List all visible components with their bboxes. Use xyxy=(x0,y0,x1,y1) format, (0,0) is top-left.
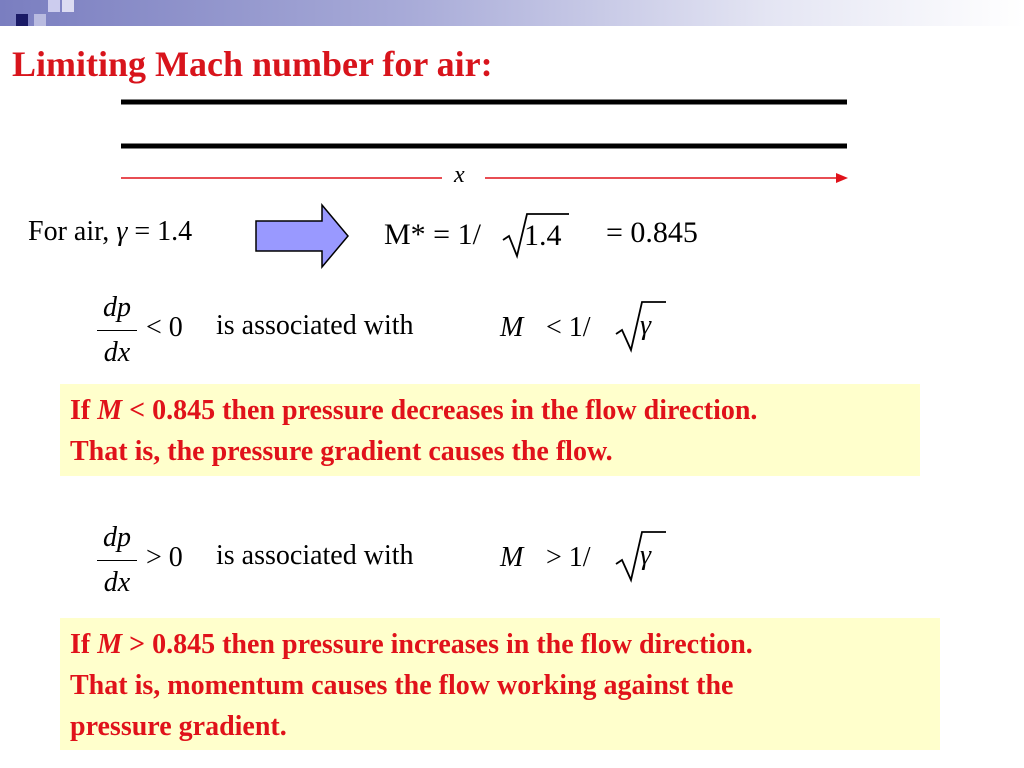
mstar-equation xyxy=(384,218,481,252)
note1-rest: < 0.845 then pressure decreases in the flow direction. xyxy=(122,395,758,426)
derivative-numerator: dp xyxy=(97,522,137,561)
associated-phrase-1: is associated with xyxy=(216,310,414,341)
note-box-1 xyxy=(60,384,920,476)
note1-prefix: If xyxy=(70,395,98,426)
associated-phrase-2: is associated with xyxy=(216,540,414,571)
note2-line2: That is, momentum causes the flow working against the xyxy=(70,670,734,701)
derivative-relation-2: > 0 xyxy=(146,542,183,573)
mstar-lhs: M* = 1/ xyxy=(384,218,481,251)
slide-title: Limiting Mach number for air: xyxy=(12,44,493,84)
derivative-dpdx-2 xyxy=(92,522,142,599)
derivative-relation-1: < 0 xyxy=(146,312,183,343)
m-symbol-2: M xyxy=(500,542,524,573)
m-relation-2: > 1/ xyxy=(546,542,591,573)
axis-label-x: x xyxy=(454,162,465,188)
derivative-numerator: dp xyxy=(97,292,137,331)
note2-line1 xyxy=(70,624,930,665)
gamma-statement xyxy=(28,216,192,248)
note1-symbol: M xyxy=(97,395,123,426)
mstar-radicand: 1.4 xyxy=(524,219,562,252)
channel-diagram xyxy=(0,0,1024,200)
derivative-denominator: dx xyxy=(103,337,131,368)
m-symbol-1: M xyxy=(500,312,524,343)
note1-line1 xyxy=(70,390,910,431)
note2-prefix: If xyxy=(70,629,98,660)
note2-symbol: M xyxy=(97,629,123,660)
note-box-2 xyxy=(60,618,940,750)
gamma-symbol: γ xyxy=(116,216,128,247)
implies-arrow-icon xyxy=(252,203,352,269)
note2-rest: > 0.845 then pressure increases in the flow direction. xyxy=(122,629,753,660)
note2-line3: pressure gradient. xyxy=(70,711,287,742)
gamma-prefix: For air, xyxy=(28,216,117,247)
mstar-result: = 0.845 xyxy=(606,216,698,249)
flow-axis-arrowhead xyxy=(836,173,848,183)
derivative-dpdx-1 xyxy=(92,292,142,369)
radicand-gamma-2: γ xyxy=(640,540,652,571)
radicand-gamma-1: γ xyxy=(640,310,652,341)
derivative-denominator: dx xyxy=(103,567,131,598)
note1-line2: That is, the pressure gradient causes the flow. xyxy=(70,436,613,467)
gamma-value: = 1.4 xyxy=(127,216,193,247)
m-relation-1: < 1/ xyxy=(546,312,591,343)
